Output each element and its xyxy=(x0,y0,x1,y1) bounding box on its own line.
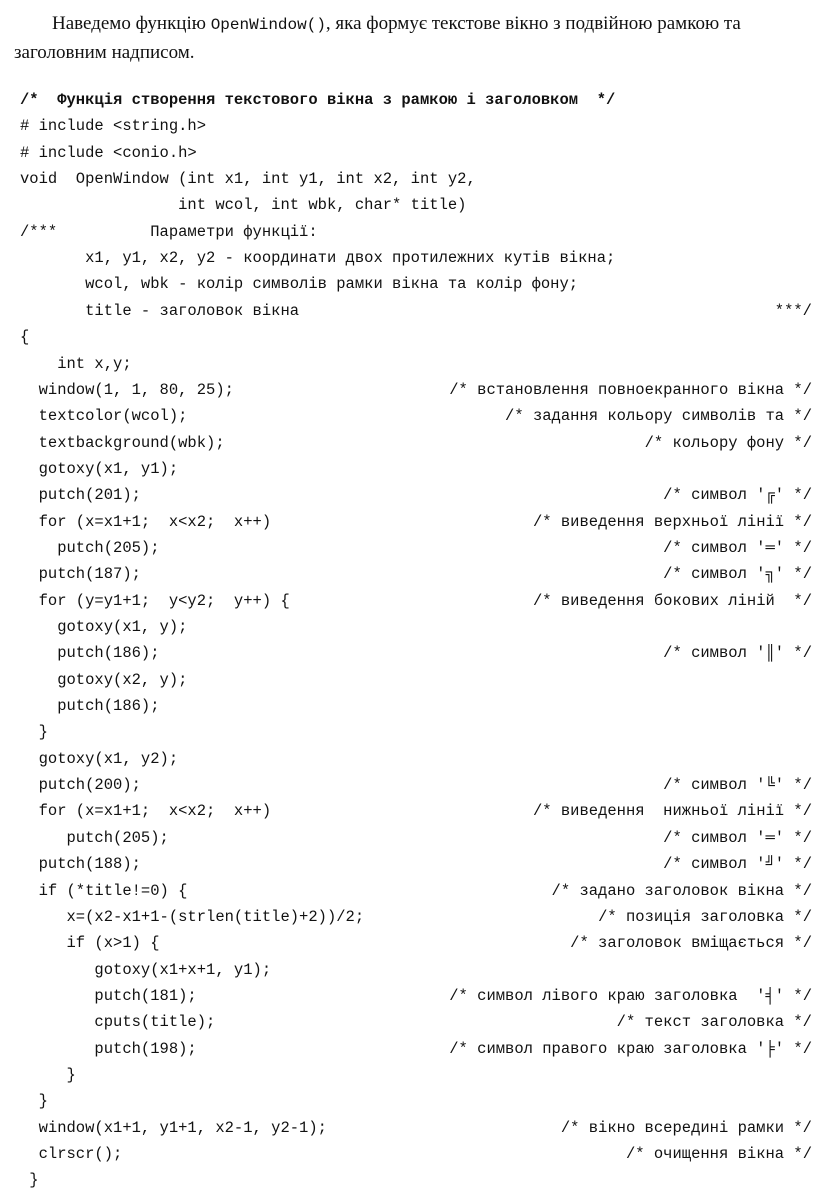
code-text: } xyxy=(20,1171,39,1190)
code-text: for (x=x1+1; x<x2; x++) xyxy=(20,802,272,821)
code-text: /* Функція створення текстового вікна з рамкою і заголовком */ xyxy=(20,91,616,109)
code-text: putch(205); xyxy=(20,828,169,847)
code-text: textbackground(wbk); xyxy=(20,433,225,452)
code-line xyxy=(0,483,836,507)
code-text: clrscr(); xyxy=(20,1145,123,1163)
code-text: x1, y1, x2, y2 - координати двох протилежних кутів вікна; xyxy=(20,249,616,268)
code-comment: /* символ '╗' */ xyxy=(663,565,812,584)
code-text: putch(186); xyxy=(20,644,160,663)
code-text: # include <string.h> xyxy=(20,117,207,136)
code-line xyxy=(0,378,836,402)
code-comment: /* символ '║' */ xyxy=(663,644,812,663)
code-text: putch(181); xyxy=(20,986,197,1005)
code-text: title - заголовок вікна xyxy=(20,301,300,320)
code-line xyxy=(0,431,836,455)
code-text: window(x1+1, y1+1, x2-1, y2-1); xyxy=(20,1118,327,1137)
intro-function-name: OpenWindow() xyxy=(210,16,326,34)
code-text: if (*title!=0) { xyxy=(20,881,188,900)
intro-text-after: , яка формує текстове вікно з подвійною рамкою та заголовним надписом. xyxy=(14,13,741,63)
code-text: cputs(title); xyxy=(20,1013,216,1032)
code-text: putch(198); xyxy=(20,1039,197,1058)
code-line xyxy=(0,1116,836,1140)
code-line xyxy=(0,984,836,1008)
code-line xyxy=(0,773,836,797)
code-comment: /* символ лівого краю заголовка '╡' */ xyxy=(449,986,812,1005)
code-comment: ***/ xyxy=(774,301,812,320)
code-line xyxy=(0,114,836,138)
code-line xyxy=(0,352,836,376)
intro-paragraph xyxy=(14,10,814,67)
code-text: gotoxy(x1, y1); xyxy=(20,459,179,478)
code-text: gotoxy(x1+x+1, y1); xyxy=(20,960,272,979)
code-line xyxy=(0,193,836,217)
code-line xyxy=(0,589,836,613)
code-line xyxy=(0,299,836,323)
code-line xyxy=(0,457,836,481)
code-text: putch(188); xyxy=(20,855,141,874)
code-comment: /* виведення бокових ліній */ xyxy=(532,591,812,610)
code-text: for (x=x1+1; x<x2; x++) xyxy=(20,512,272,531)
code-line xyxy=(0,879,836,903)
code-text: textcolor(wcol); xyxy=(20,407,188,426)
code-line xyxy=(0,1142,836,1166)
code-line xyxy=(0,1168,836,1192)
code-line xyxy=(0,1063,836,1087)
code-line xyxy=(0,720,836,744)
code-comment: /* символ '═' */ xyxy=(663,538,812,557)
code-line xyxy=(0,325,836,349)
code-text: } xyxy=(20,1065,76,1084)
code-text: } xyxy=(20,1092,48,1111)
code-comment: /* встановлення повноекранного вікна */ xyxy=(449,380,812,399)
code-comment: /* кольору фону */ xyxy=(644,433,812,452)
code-line xyxy=(0,905,836,929)
code-line xyxy=(0,220,836,244)
code-text: wcol, wbk - колір символів рамки вікна та колір фону; xyxy=(20,275,579,294)
code-text: putch(187); xyxy=(20,565,141,584)
code-line xyxy=(0,404,836,428)
code-text: putch(186); xyxy=(20,697,160,716)
code-text: } xyxy=(20,723,48,742)
code-text: /*** Параметри функції: xyxy=(20,222,318,241)
code-text: gotoxy(x1, y); xyxy=(20,618,188,636)
code-text: gotoxy(x1, y2); xyxy=(20,749,179,768)
code-line xyxy=(0,1089,836,1113)
code-comment: /* заголовок вміщається */ xyxy=(570,934,812,953)
code-line xyxy=(0,246,836,270)
intro-text-before: Наведемо функцію xyxy=(52,13,211,34)
code-line xyxy=(0,694,836,718)
code-text: int x,y; xyxy=(20,354,132,373)
code-comment: /* символ '╔' */ xyxy=(663,486,812,505)
code-text: putch(205); xyxy=(20,538,160,557)
code-text: int wcol, int wbk, char* title) xyxy=(20,196,467,215)
code-line xyxy=(0,852,836,876)
code-text: for (y=y1+1; y<y2; y++) { xyxy=(20,591,290,610)
code-line xyxy=(0,1010,836,1034)
code-line xyxy=(0,668,836,692)
code-comment: /* задання кольору символів та */ xyxy=(505,407,812,426)
code-line xyxy=(0,88,836,112)
code-line xyxy=(0,958,836,982)
code-line xyxy=(0,799,836,823)
code-line xyxy=(0,747,836,771)
code-comment: /* символ '═' */ xyxy=(663,828,812,847)
code-line xyxy=(0,272,836,296)
code-text: # include <conio.h> xyxy=(20,143,197,162)
code-line xyxy=(0,641,836,665)
code-text: if (x>1) { xyxy=(20,934,160,953)
code-line xyxy=(0,615,836,639)
code-comment: /* виведення нижньої лінії */ xyxy=(532,802,812,821)
code-comment: /* символ '╚' */ xyxy=(663,776,812,795)
code-line xyxy=(0,826,836,850)
code-listing xyxy=(0,84,836,1194)
code-text: window(1, 1, 80, 25); xyxy=(20,380,234,399)
code-line xyxy=(0,931,836,955)
code-comment: /* символ правого краю заголовка '╞' */ xyxy=(449,1039,812,1058)
code-comment: /* вікно всередині рамки */ xyxy=(560,1118,812,1137)
code-comment: /* виведення верхньої лінії */ xyxy=(532,512,812,531)
code-line xyxy=(0,167,836,191)
code-text: void OpenWindow (int x1, int y1, int x2, int y2, xyxy=(20,170,476,189)
code-comment: /* позиція заголовка */ xyxy=(598,907,812,926)
code-text: putch(201); xyxy=(20,486,141,505)
code-text: putch(200); xyxy=(20,776,141,795)
code-line xyxy=(0,536,836,560)
code-line xyxy=(0,510,836,534)
code-line xyxy=(0,1037,836,1061)
code-line xyxy=(0,141,836,165)
code-text: { xyxy=(20,328,30,347)
code-comment: /* символ '╝' */ xyxy=(663,855,812,874)
code-comment: /* текст заголовка */ xyxy=(616,1013,812,1032)
code-text: gotoxy(x2, y); xyxy=(20,670,188,689)
code-text: x=(x2-x1+1-(strlen(title)+2))/2; xyxy=(20,907,365,926)
code-line xyxy=(0,562,836,586)
code-comment: /* очищення вікна */ xyxy=(625,1145,812,1163)
code-comment: /* задано заголовок вікна */ xyxy=(551,881,812,900)
